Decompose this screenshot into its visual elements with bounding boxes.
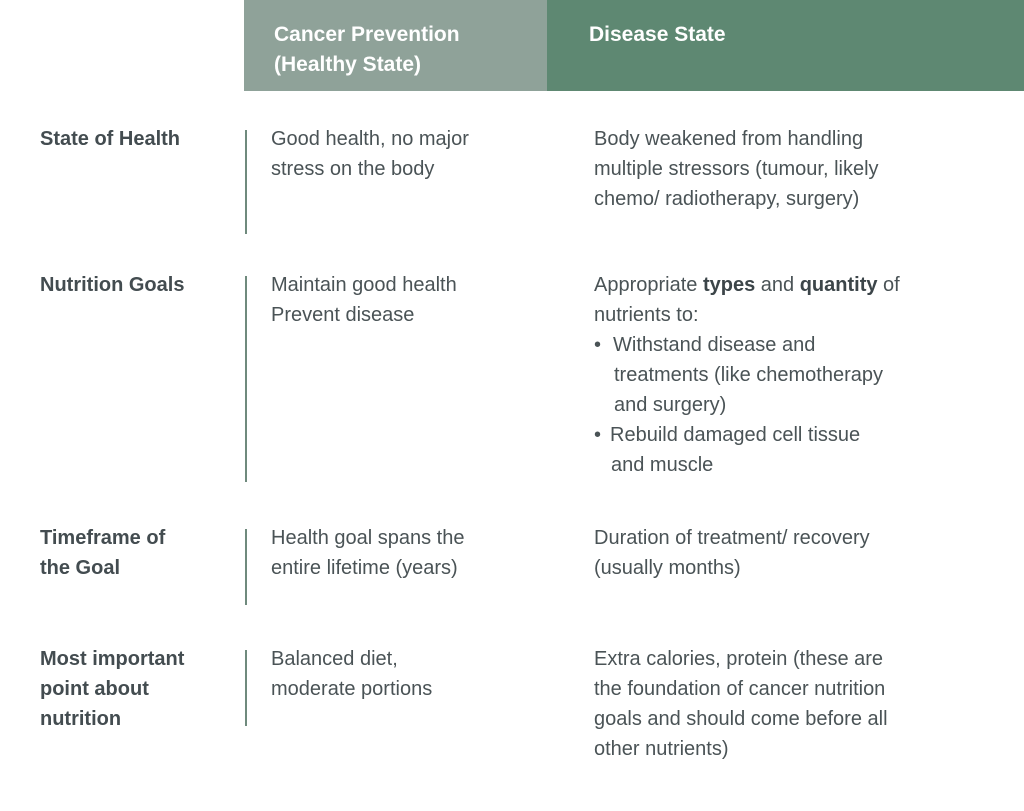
row-label-line: the Goal [40, 557, 121, 579]
row-divider [245, 276, 247, 482]
bullet-continuation: and surgery) [614, 394, 727, 416]
prevention-line: Health goal spans the [271, 527, 465, 549]
row-label [40, 124, 230, 154]
row-label-line: Nutrition Goals [40, 274, 185, 296]
row-label [40, 523, 230, 583]
prevention-line: stress on the body [271, 158, 435, 180]
prevention-cell [271, 124, 541, 184]
bullet-dot-icon: • [594, 424, 602, 446]
header-disease-state [547, 0, 1024, 91]
bullet-continuation: treatments (like chemotherapy [614, 364, 884, 386]
prevention-line: Good health, no major [271, 128, 469, 150]
disease-line: (usually months) [594, 557, 741, 579]
disease-cell [594, 270, 994, 480]
row-label [40, 644, 230, 734]
prevention-cell [271, 523, 541, 583]
disease-intro-line [594, 270, 994, 300]
disease-line: goals and should come before all [594, 708, 888, 730]
disease-line: multiple stressors (tumour, likely [594, 158, 879, 180]
disease-intro-line: nutrients to: [594, 304, 699, 326]
prevention-line: Balanced diet, [271, 648, 398, 670]
bullet-dot-icon: • [594, 334, 602, 356]
bullet-item [594, 330, 994, 360]
bullet-continuation: and muscle [611, 454, 714, 476]
disease-line: Duration of treatment/ recovery [594, 527, 870, 549]
header-disease-state-label: Disease State [589, 23, 726, 46]
row-label-line: State of Health [40, 128, 181, 150]
prevention-cell [271, 270, 541, 330]
header-cancer-prevention [244, 0, 547, 91]
disease-line: other nutrients) [594, 738, 729, 760]
disease-line: Extra calories, protein (these are [594, 648, 884, 670]
disease-cell [594, 523, 994, 583]
prevention-line: Maintain good health [271, 274, 457, 296]
prevention-line: moderate portions [271, 678, 433, 700]
row-label-line: nutrition [40, 708, 122, 730]
intro-text: Appropriate [594, 274, 703, 296]
disease-line: chemo/ radiotherapy, surgery) [594, 188, 860, 210]
header-cancer-prevention-label [274, 20, 534, 80]
row-label [40, 270, 230, 300]
header-prevention-line: Cancer Prevention [274, 23, 460, 46]
intro-text: and [755, 274, 800, 296]
row-label-line: Timeframe of [40, 527, 166, 549]
disease-cell [594, 644, 994, 764]
intro-emphasis-types: types [702, 274, 756, 296]
disease-line: Body weakened from handling [594, 128, 864, 150]
prevention-cell [271, 644, 541, 704]
row-divider [245, 130, 247, 234]
header-prevention-line: (Healthy State) [274, 53, 422, 76]
disease-cell [594, 124, 994, 214]
disease-line: the foundation of cancer nutrition [594, 678, 886, 700]
row-divider [245, 650, 247, 726]
prevention-line: entire lifetime (years) [271, 557, 458, 579]
intro-text: of [877, 274, 900, 296]
row-label-line: point about [40, 678, 149, 700]
bullet-item [594, 420, 994, 450]
intro-emphasis-quantity: quantity [799, 274, 878, 296]
prevention-line: Prevent disease [271, 304, 415, 326]
bullet-text: Withstand disease and [613, 334, 816, 356]
row-label-line: Most important [40, 648, 185, 670]
bullet-text: Rebuild damaged cell tissue [610, 424, 861, 446]
row-divider [245, 529, 247, 605]
